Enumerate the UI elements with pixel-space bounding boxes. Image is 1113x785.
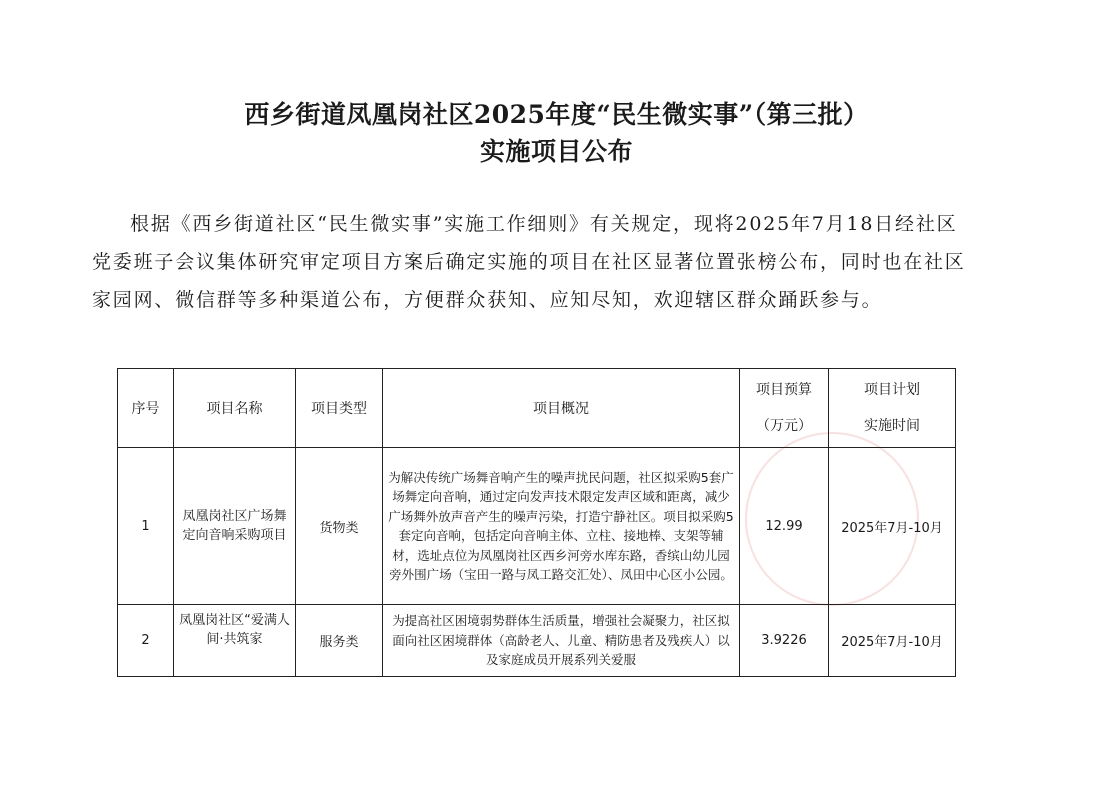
row-name: 凤凰岗社区广场舞定向音响采购项目	[174, 448, 296, 605]
row-plan: 2025年7月-10月	[829, 605, 956, 677]
header-plan	[829, 369, 956, 448]
header-budget	[740, 369, 829, 448]
row-index: 2	[118, 605, 174, 677]
row-name	[174, 605, 296, 677]
header-summary: 项目概况	[383, 369, 740, 448]
header-name: 项目名称	[174, 369, 296, 448]
project-table	[117, 368, 956, 677]
row-type: 货物类	[296, 448, 383, 605]
header-index: 序号	[118, 369, 174, 448]
header-budget-line1: 项目预算	[756, 382, 812, 398]
table-row	[118, 448, 956, 605]
row-budget: 12.99	[740, 448, 829, 605]
row-plan: 2025年7月-10月	[829, 448, 956, 605]
row-name-text: 凤凰岗社区“爱满人间·共筑家	[179, 612, 290, 647]
row-index: 1	[118, 448, 174, 605]
header-plan-line1: 项目计划	[864, 382, 920, 398]
header-type: 项目类型	[296, 369, 383, 448]
document-title-line-1: 西乡街道凤凰岗社区2025年度“民生微实事”（第三批）	[244, 100, 869, 129]
row-budget: 3.9226	[740, 605, 829, 677]
header-plan-line2: 实施时间	[864, 418, 920, 434]
table-header-row	[118, 369, 956, 448]
document-title-line-2: 实施项目公布	[479, 137, 633, 166]
header-budget-line2: （万元）	[756, 418, 812, 434]
table-row	[118, 605, 956, 677]
intro-paragraph: 根据《西乡街道社区“民生微实事”实施工作细则》有关规定，现将2025年7月18日经社区党委班子会议集体研究审定项目方案后确定实施的项目在社区显著位置张榜公布，同时也在社区家园网、微信群等多种渠道公布，方便群众获知、应知尽知，欢迎辖区群众踊跃参与。	[92, 213, 966, 311]
row-type: 服务类	[296, 605, 383, 677]
row-summary: 为提高社区困境弱势群体生活质量，增强社会凝聚力，社区拟面向社区困境群体（高龄老人、儿童、精防患者及残疾人）以及家庭成员开展系列关爱服	[383, 605, 740, 677]
row-summary: 为解决传统广场舞音响产生的噪声扰民问题，社区拟采购5套广场舞定向音响，通过定向发声技术限定发声区域和距离，减少广场舞外放声音产生的噪声污染，打造宁静社区。项目拟采购5套定向音响，包括定向音响主体、立柱、接地棒、支架等辅材，选址点位为凤凰岗社区西乡河旁水库东路，香缤山幼儿园旁外围广场（宝田一路与凤工路交汇处）、凤田中心区小公园。	[383, 448, 740, 605]
